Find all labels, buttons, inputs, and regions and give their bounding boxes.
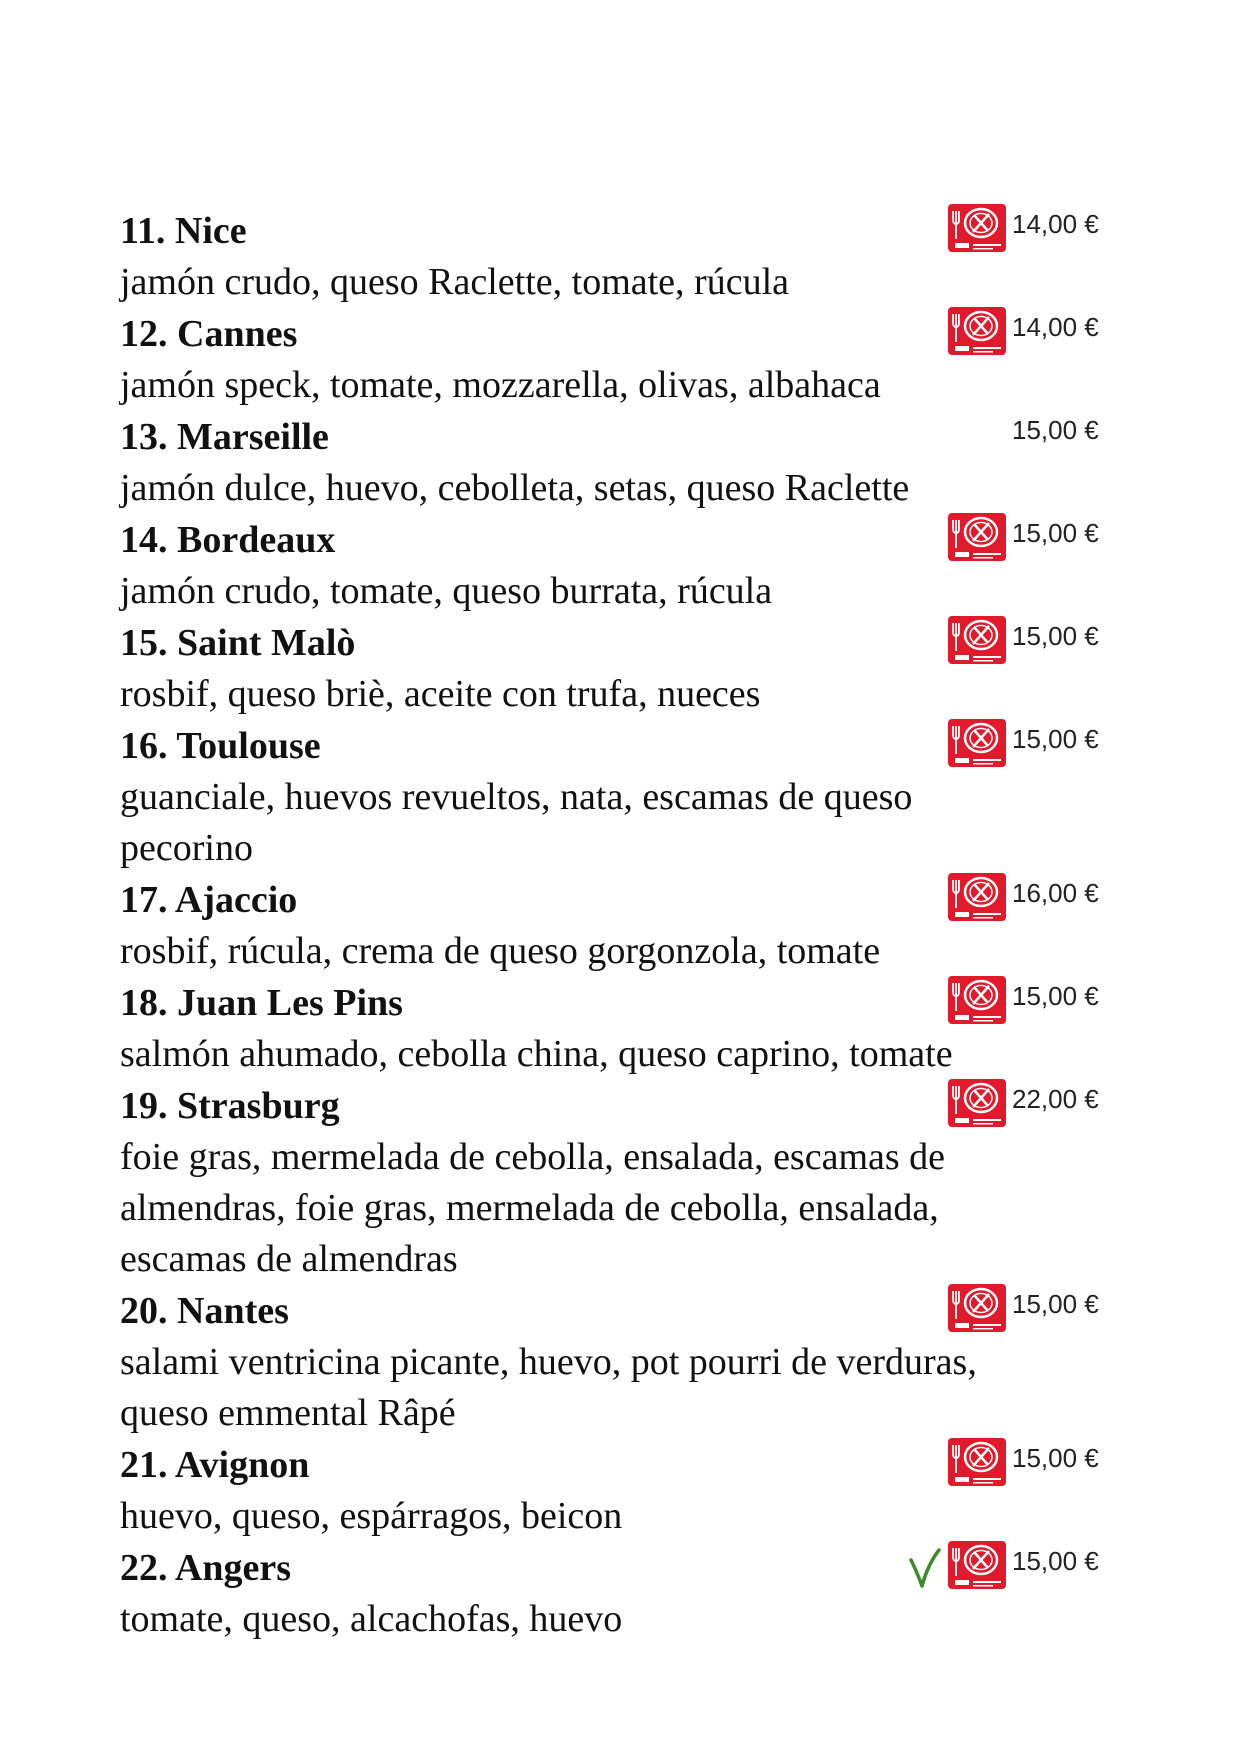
dish-name: 22. Angers [120, 1547, 291, 1589]
dish-ingredients: jamón crudo, tomate, queso burrata, rúcula [120, 570, 773, 612]
aic-gluten-free-icon [947, 1283, 1007, 1333]
dish-price: 15,00 € [1012, 415, 1099, 445]
menu-item [120, 308, 1120, 411]
dish-price: 15,00 € [1012, 1289, 1099, 1319]
menu-item [120, 205, 1120, 308]
dish-ingredients: salmón ahumado, cebolla china, queso caprino, tomate [120, 1033, 953, 1075]
aic-gluten-free-icon [947, 975, 1007, 1025]
aic-gluten-free-icon [947, 872, 1007, 922]
menu-list [120, 205, 1120, 1645]
dish-name: 18. Juan Les Pins [120, 982, 403, 1024]
menu-item [120, 720, 1120, 874]
dish-ingredients: foie gras, mermelada de cebolla, ensalada, escamas de almendras, foie gras, mermelada de cebolla, ensalada, escamas de almendras [120, 1136, 946, 1280]
dish-ingredients: rosbif, queso briè, aceite con trufa, nueces [120, 673, 761, 715]
dish-name: 11. Nice [120, 210, 247, 252]
dish-ingredients: jamón speck, tomate, mozzarella, olivas, albahaca [120, 364, 881, 406]
dish-name: 13. Marseille [120, 416, 329, 458]
aic-gluten-free-icon [947, 718, 1007, 768]
dish-ingredients: guanciale, huevos revueltos, nata, escamas de queso pecorino [120, 776, 913, 869]
menu-item [120, 874, 1120, 977]
menu-item [120, 1439, 1120, 1542]
menu-item [120, 1285, 1120, 1439]
aic-gluten-free-icon [947, 306, 1007, 356]
dish-name: 21. Avignon [120, 1444, 310, 1486]
vegetarian-check-icon [908, 1546, 942, 1590]
dish-price: 14,00 € [1012, 312, 1099, 342]
dish-name: 17. Ajaccio [120, 879, 298, 921]
aic-gluten-free-icon [947, 1437, 1007, 1487]
dish-name: 14. Bordeaux [120, 519, 336, 561]
dish-price: 15,00 € [1012, 981, 1099, 1011]
dish-price: 16,00 € [1012, 878, 1099, 908]
dish-price: 14,00 € [1012, 209, 1099, 239]
dish-name: 20. Nantes [120, 1290, 289, 1332]
dish-price: 15,00 € [1012, 1546, 1099, 1576]
menu-item [120, 514, 1120, 617]
dish-ingredients: salami ventricina picante, huevo, pot pourri de verduras, queso emmental Râpé [120, 1341, 977, 1434]
dish-price: 15,00 € [1012, 518, 1099, 548]
aic-gluten-free-icon [947, 512, 1007, 562]
dish-ingredients: jamón dulce, huevo, cebolleta, setas, queso Raclette [120, 467, 910, 509]
aic-gluten-free-icon [947, 1078, 1007, 1128]
dish-name: 16. Toulouse [120, 725, 321, 767]
aic-gluten-free-icon [947, 1540, 1007, 1590]
dish-ingredients: tomate, queso, alcachofas, huevo [120, 1598, 623, 1640]
menu-item [120, 411, 1120, 514]
dish-name: 19. Strasburg [120, 1085, 340, 1127]
dish-price: 15,00 € [1012, 621, 1099, 651]
dish-ingredients: jamón crudo, queso Raclette, tomate, rúcula [120, 261, 789, 303]
dish-price: 15,00 € [1012, 724, 1099, 754]
menu-item [120, 617, 1120, 720]
menu-item [120, 1542, 1120, 1645]
aic-gluten-free-icon [947, 615, 1007, 665]
dish-price: 22,00 € [1012, 1084, 1099, 1114]
dish-name: 15. Saint Malò [120, 622, 356, 664]
dish-price: 15,00 € [1012, 1443, 1099, 1473]
dish-ingredients: huevo, queso, espárragos, beicon [120, 1495, 623, 1537]
dish-ingredients: rosbif, rúcula, crema de queso gorgonzola, tomate [120, 930, 881, 972]
aic-gluten-free-icon [947, 203, 1007, 253]
menu-item [120, 977, 1120, 1080]
menu-item [120, 1080, 1120, 1285]
dish-name: 12. Cannes [120, 313, 298, 355]
